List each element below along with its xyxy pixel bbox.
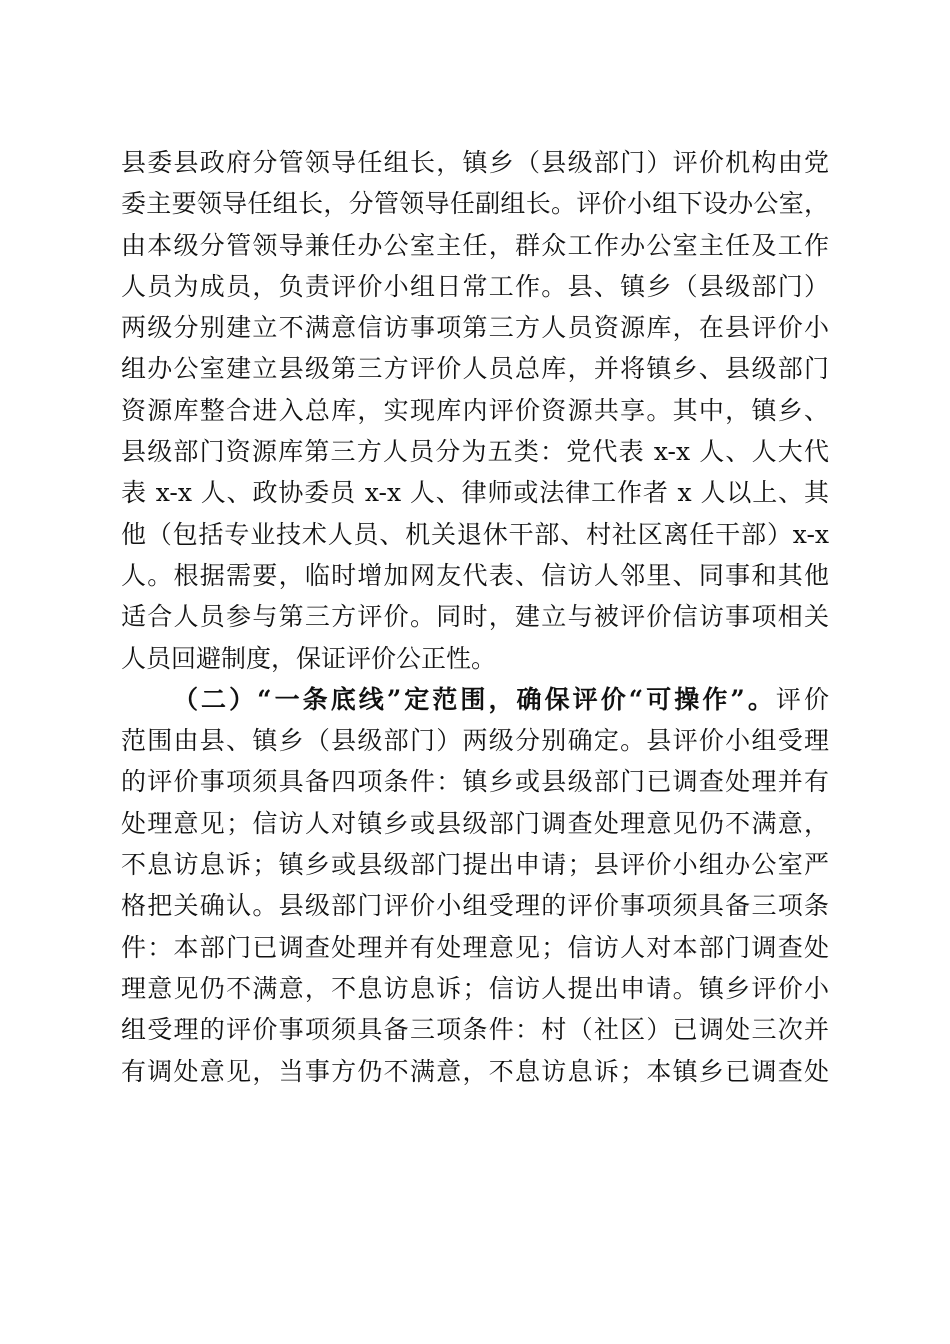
text-line: 的评价事项须具备四项条件：镇乡或县级部门已调查处理并有	[121, 767, 829, 797]
text-line: 不息访息诉；镇乡或县级部门提出申请；县评价小组办公室严	[121, 850, 829, 880]
paragraph-2	[121, 679, 829, 1092]
text-line: 组受理的评价事项须具备三项条件：村（社区）已调处三次并	[121, 1015, 829, 1045]
paragraph-1	[121, 142, 829, 679]
text-line: 组办公室建立县级第三方评价人员总库，并将镇乡、县级部门	[121, 354, 829, 384]
section-heading-line	[121, 679, 829, 720]
text-line: 委主要领导任组长，分管领导任副组长。评价小组下设办公室，	[121, 189, 829, 219]
text-line: 他（包括专业技术人员、机关退休干部、村社区离任干部）x-x	[121, 519, 829, 549]
text-line: 理意见仍不满意，不息访息诉；信访人提出申请。镇乡评价小	[121, 973, 829, 1003]
text-line: 资源库整合进入总库，实现库内评价资源共享。其中，镇乡、	[121, 395, 829, 425]
text-line: 人。根据需要，临时增加网友代表、信访人邻里、同事和其他	[121, 560, 829, 590]
text-line: 件：本部门已调查处理并有处理意见；信访人对本部门调查处	[121, 932, 829, 962]
text-line: 县级部门资源库第三方人员分为五类：党代表 x-x 人、人大代	[121, 437, 829, 467]
text-line: 人员为成员，负责评价小组日常工作。县、镇乡（县级部门）	[121, 271, 829, 301]
section-heading: （二）“一条底线”定范围，确保评价“可操作”。	[173, 684, 776, 714]
heading-line-continuation: 评价	[775, 684, 829, 714]
text-line: 由本级分管领导兼任办公室主任，群众工作办公室主任及工作	[121, 230, 829, 260]
text-line: 人员回避制度，保证评价公正性。	[121, 643, 497, 673]
text-line: 适合人员参与第三方评价。同时，建立与被评价信访事项相关	[121, 602, 829, 632]
document-body	[121, 142, 829, 1092]
text-line: 处理意见；信访人对镇乡或县级部门调查处理意见仍不满意，	[121, 808, 829, 838]
text-line: 格把关确认。县级部门评价小组受理的评价事项须具备三项条	[121, 891, 829, 921]
text-line: 有调处意见，当事方仍不满意，不息访息诉；本镇乡已调查处	[121, 1056, 829, 1086]
text-line: 县委县政府分管领导任组长，镇乡（县级部门）评价机构由党	[121, 148, 829, 177]
text-line: 两级分别建立不满意信访事项第三方人员资源库，在县评价小	[121, 313, 829, 343]
text-line: 表 x-x 人、政协委员 x-x 人、律师或法律工作者 x 人以上、其	[121, 478, 829, 508]
text-line: 范围由县、镇乡（县级部门）两级分别确定。县评价小组受理	[121, 726, 829, 756]
